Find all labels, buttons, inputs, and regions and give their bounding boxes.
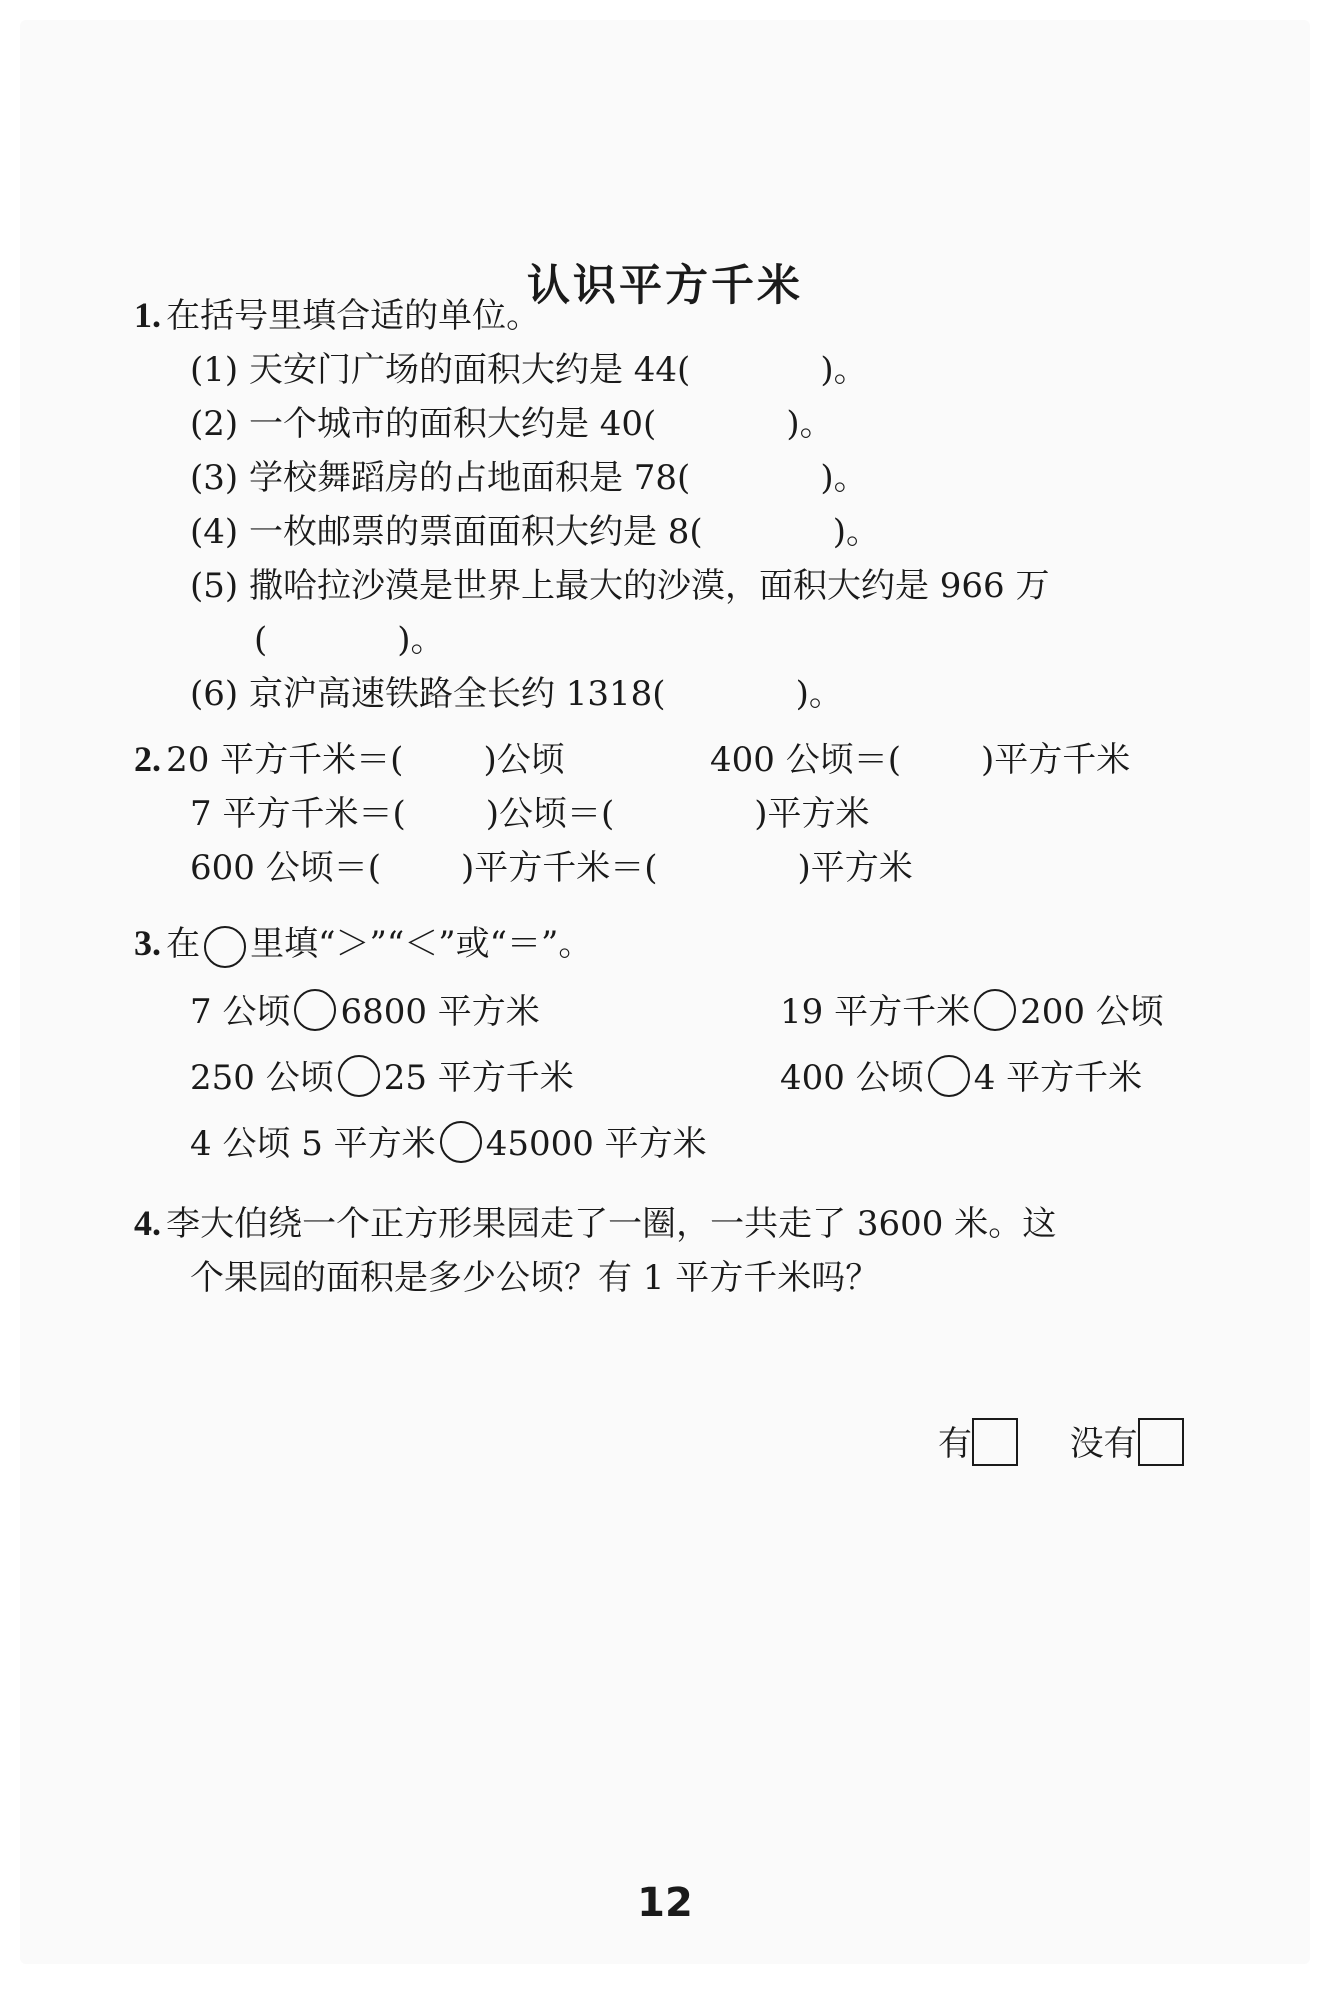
q1-item-5-continued: ( )。 xyxy=(254,620,445,660)
q1-item-2: (2) 一个城市的面积大约是 40( )。 xyxy=(190,404,834,444)
question-number: 2. xyxy=(134,739,161,779)
question-number: 4. xyxy=(134,1203,161,1243)
compare-circle[interactable] xyxy=(338,1055,380,1097)
yes-checkbox[interactable] xyxy=(972,1418,1018,1466)
question-3-heading: 3. 在 里填“＞”“＜”或“＝”。 xyxy=(134,916,592,972)
compare-circle[interactable] xyxy=(928,1055,970,1097)
page-title: 认识平方千米 xyxy=(527,261,803,311)
compare-circle[interactable] xyxy=(974,989,1016,1031)
q1-item-3: (3) 学校舞蹈房的占地面积是 78( )。 xyxy=(190,458,868,498)
q2-row-2: 7 平方千米＝( )公顷＝( )平方米 xyxy=(190,794,870,834)
q1-item-5: (5) 撒哈拉沙漠是世界上最大的沙漠，面积大约是 966 万 xyxy=(190,566,1050,606)
compare-circle[interactable] xyxy=(294,989,336,1031)
q2-row-1: 2. 20 平方千米＝( )公顷 xyxy=(134,739,565,780)
question-prompt: 在括号里填合适的单位。 xyxy=(166,296,541,336)
answer-checkboxes: 有 没有 xyxy=(938,1416,1184,1470)
q3-compare-1: 7 公顷 6800 平方米 xyxy=(190,984,540,1035)
question-4-line-1: 4. 李大伯绕一个正方形果园走了一圈，一共走了 3600 米。这 xyxy=(134,1203,1057,1244)
q2-row-3: 600 公顷＝( )平方千米＝( )平方米 xyxy=(190,848,913,888)
q3-compare-2: 19 平方千米 200 公顷 xyxy=(780,984,1164,1035)
q3-compare-4: 400 公顷 4 平方千米 xyxy=(780,1050,1142,1101)
question-number: 1. xyxy=(134,295,161,335)
q1-item-6: (6) 京沪高速铁路全长约 1318( )。 xyxy=(190,674,843,714)
circle-icon xyxy=(204,926,246,968)
q3-compare-3: 250 公顷 25 平方千米 xyxy=(190,1050,574,1101)
worksheet-page xyxy=(20,20,1310,1964)
question-number: 3. xyxy=(134,923,161,963)
q1-item-1: (1) 天安门广场的面积大约是 44( )。 xyxy=(190,350,868,390)
question-4-line-2: 个果园的面积是多少公顷？有 1 平方千米吗？ xyxy=(190,1258,880,1298)
no-checkbox[interactable] xyxy=(1138,1418,1184,1466)
page-number: 12 xyxy=(637,1880,693,1926)
q2-row-1-right: 400 公顷＝( )平方千米 xyxy=(710,740,1131,780)
q1-item-4: (4) 一枚邮票的票面面积大约是 8( )。 xyxy=(190,512,880,552)
compare-circle[interactable] xyxy=(440,1121,482,1163)
q3-compare-5: 4 公顷 5 平方米 45000 平方米 xyxy=(190,1116,707,1167)
question-1-heading xyxy=(134,288,540,337)
